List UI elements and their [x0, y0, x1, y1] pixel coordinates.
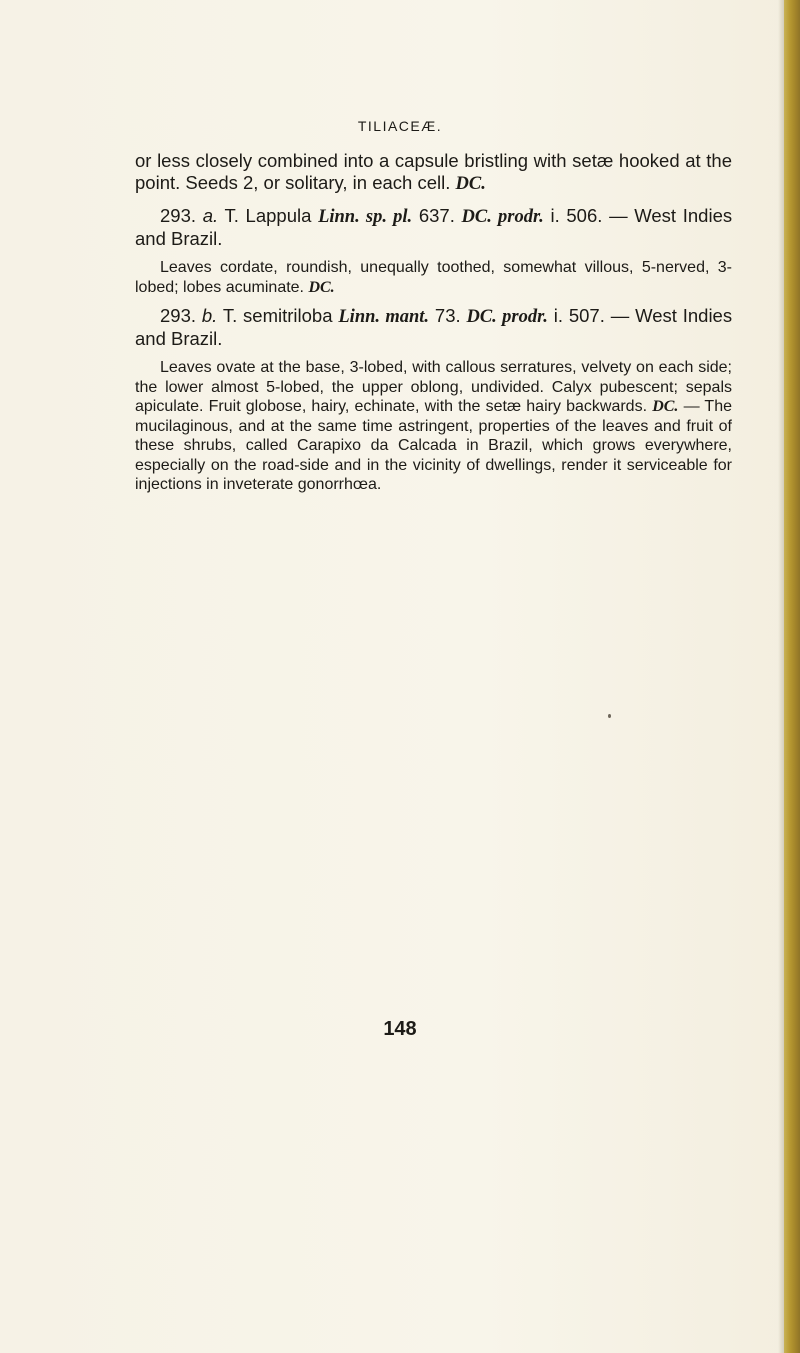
- description-293b: [135, 358, 732, 495]
- authority: DC.: [455, 174, 486, 194]
- entry-letter: a.: [202, 205, 219, 226]
- reference-linnaeus: Linn. sp. pl.: [318, 207, 413, 227]
- reference-decandolle: DC. prodr.: [461, 207, 544, 227]
- authority: DC.: [652, 398, 679, 415]
- description-text-continued: — The mucilaginous, and at the same time astringent, properties of the leaves and fruit of these shrubs, called Carapixo da Calcada in Brazil, which grows everywhere, especially on the road-side and in the vicinity of dwellings, render it serviceable for injections in inveterate gonorrhœa.: [135, 398, 733, 493]
- entry-letter: b.: [201, 305, 218, 326]
- reference-page: i. 506. —: [550, 205, 628, 226]
- authority: DC.: [308, 278, 335, 296]
- reference-page: 637.: [418, 205, 455, 226]
- paper-speck: [608, 714, 611, 718]
- running-title: TILIACEÆ.: [357, 118, 443, 134]
- gilt-page-edge: [784, 0, 800, 1353]
- locality: West Indies and Brazil.: [135, 205, 733, 249]
- species-name: T. Lappula: [224, 205, 312, 226]
- entry-number: 293.: [160, 305, 197, 326]
- continuation-paragraph: [135, 150, 732, 195]
- reference-linnaeus: Linn. mant.: [338, 307, 430, 327]
- locality: West Indies and Brazil.: [135, 305, 733, 349]
- reference-page: i. 507. —: [553, 305, 630, 326]
- main-text: [135, 150, 732, 495]
- species-entry-293a: [135, 205, 732, 250]
- species-entry-293b: [135, 305, 732, 350]
- description-text: Leaves ovate at the base, 3-lobed, with callous serratures, velvety on each side; the lower almost 5-lobed, the upper oblong, undivided. Calyx pubescent; sepals apiculate. Fruit globose, hairy, echinate, with the setæ hairy backwards.: [135, 359, 732, 415]
- reference-decandolle: DC. prodr.: [466, 307, 548, 327]
- page-number: 148: [383, 1018, 417, 1040]
- paragraph-text: or less closely combined into a capsule bristling with setæ hooked at the point. Seeds 2, or solitary, in each cell.: [135, 150, 732, 193]
- reference-page: 73.: [434, 305, 461, 326]
- entry-number: 293.: [160, 205, 197, 226]
- species-name: T. semitriloba: [222, 305, 333, 326]
- description-293a: [135, 258, 732, 297]
- description-text: Leaves cordate, roundish, unequally toothed, somewhat villous, 5-nerved, 3-lobed; lobes acuminate.: [135, 259, 732, 296]
